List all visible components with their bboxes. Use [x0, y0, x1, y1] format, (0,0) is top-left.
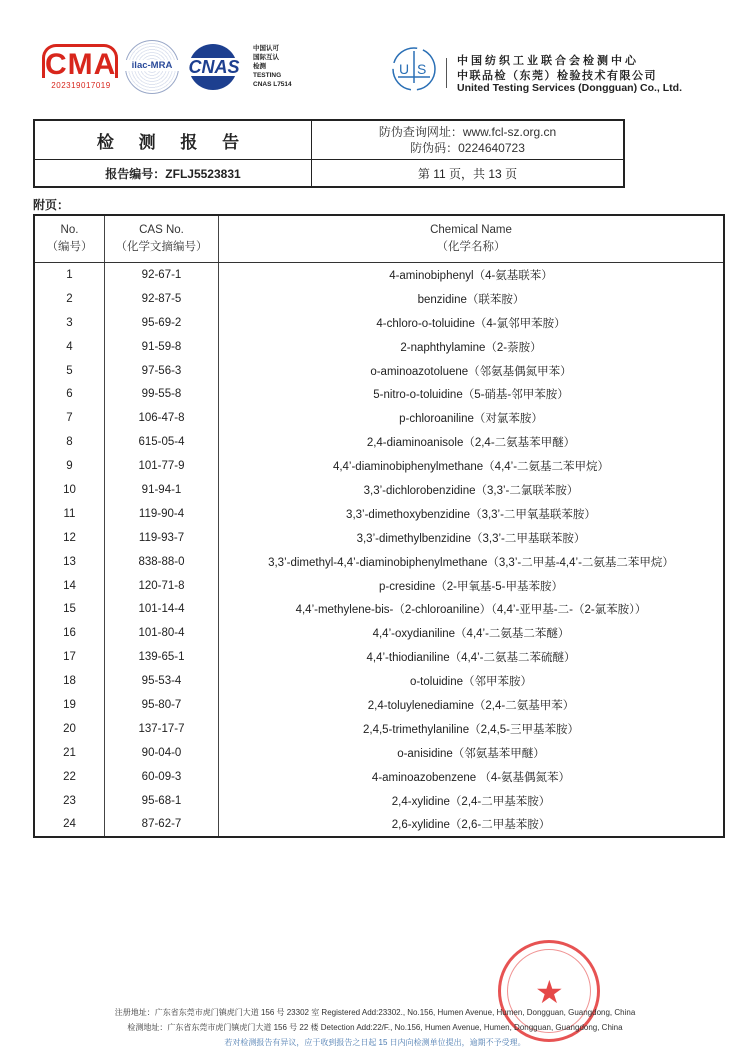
cell-cas: 119-90-4 — [105, 502, 219, 526]
registered-address: 注册地址：广东省东莞市虎门镇虎门大道 156 号 23302 室 Registered Add:23302., No.156, Humen Avenue, Humen, Dongguan, Guangdong, China — [114, 1008, 636, 1017]
cell-cas: 95-69-2 — [105, 311, 219, 335]
cell-cas: 91-94-1 — [105, 478, 219, 502]
cell-chemical-name: 4-aminobiphenyl（4-氨基联苯） — [219, 263, 725, 287]
table-row — [34, 812, 724, 837]
table-row — [34, 741, 724, 765]
cell-cas: 97-56-3 — [105, 359, 219, 383]
cell-chemical-name: 3,3’-dimethyl-4,4’-diaminobiphenylmethane（3,3’-二甲基-4,4’-二氨基二苯甲烷） — [219, 550, 725, 574]
cell-cas: 838-88-0 — [105, 550, 219, 574]
report-number: 报告编号：ZFLJ5523831 — [34, 160, 312, 188]
table-row — [34, 382, 724, 406]
header-cas: CAS No. （化学文摘编号） — [105, 215, 219, 263]
table-row — [34, 645, 724, 669]
table-row — [34, 717, 724, 741]
cnas-accreditation-text: 中国认可 国际互认 检测 TESTING CNAS L7514 — [253, 45, 292, 88]
cell-no: 20 — [34, 717, 105, 741]
company-name-en: United Testing Services (Dongguan) Co., Ltd. — [457, 82, 682, 94]
report-title: 检 测 报 告 — [34, 120, 312, 160]
cell-cas: 92-87-5 — [105, 287, 219, 311]
table-row — [34, 287, 724, 311]
cell-cas: 60-09-3 — [105, 765, 219, 789]
cell-chemical-name: 4-chloro-o-toluidine（4-氯邻甲苯胺） — [219, 311, 725, 335]
table-row — [34, 478, 724, 502]
header-no: No. （编号） — [34, 215, 105, 263]
cell-chemical-name: 4,4’-diaminobiphenylmethane（4,4’-二氨基二苯甲烷） — [219, 454, 725, 478]
verify-code: 防伪码：0224640723 — [410, 141, 525, 155]
table-header-row — [34, 215, 724, 263]
table-row — [34, 550, 724, 574]
page-info: 第 11 页，共 13 页 — [312, 160, 625, 188]
report-info-table — [33, 119, 625, 188]
cell-cas: 137-17-7 — [105, 717, 219, 741]
cell-no: 3 — [34, 311, 105, 335]
table-row — [34, 789, 724, 813]
table-row — [34, 406, 724, 430]
cell-cas: 95-68-1 — [105, 789, 219, 813]
cell-chemical-name: o-anisidine（邻氨基苯甲醚） — [219, 741, 725, 765]
cell-cas: 101-77-9 — [105, 454, 219, 478]
svg-text:S: S — [417, 61, 427, 77]
cell-cas: 92-67-1 — [105, 263, 219, 287]
company-name-cn1: 中国纺织工业联合会检测中心 — [457, 55, 639, 67]
cell-cas: 106-47-8 — [105, 406, 219, 430]
table-row — [34, 502, 724, 526]
header-chemical-name: Chemical Name （化学名称） — [219, 215, 725, 263]
cell-chemical-name: p-cresidine（2-甲氧基-5-甲基苯胺） — [219, 574, 725, 598]
table-row — [34, 430, 724, 454]
cell-no: 11 — [34, 502, 105, 526]
cell-cas: 95-80-7 — [105, 693, 219, 717]
cell-chemical-name: 2,4-toluylenediamine（2,4-二氨基甲苯） — [219, 693, 725, 717]
cell-no: 4 — [34, 335, 105, 359]
cell-chemical-name: 3,3’-dimethylbenzidine（3,3’-二甲基联苯胺） — [219, 526, 725, 550]
cell-chemical-name: 4,4’-thiodianiline（4,4’-二氨基二苯硫醚） — [219, 645, 725, 669]
cell-chemical-name: 3,3’-dichlorobenzidine（3,3’-二氯联苯胺） — [219, 478, 725, 502]
cell-no: 16 — [34, 621, 105, 645]
table-row — [34, 597, 724, 621]
cell-cas: 99-55-8 — [105, 382, 219, 406]
cell-cas: 101-14-4 — [105, 597, 219, 621]
cell-cas: 90-04-0 — [105, 741, 219, 765]
cell-no: 8 — [34, 430, 105, 454]
cell-cas: 120-71-8 — [105, 574, 219, 598]
chemical-table — [33, 214, 725, 838]
table-row — [34, 263, 724, 287]
table-row — [34, 669, 724, 693]
cell-no: 2 — [34, 287, 105, 311]
cell-no: 22 — [34, 765, 105, 789]
cell-chemical-name: 4,4’-methylene-bis-（2-chloroaniline）（4,4’-亚甲基-二-（2-氯苯胺）） — [219, 597, 725, 621]
table-row — [34, 335, 724, 359]
cell-chemical-name: benzidine（联苯胺） — [219, 287, 725, 311]
cell-no: 5 — [34, 359, 105, 383]
cma-logo: CMA 202319017019 — [42, 44, 120, 96]
table-row — [34, 693, 724, 717]
cell-no: 15 — [34, 597, 105, 621]
cell-no: 14 — [34, 574, 105, 598]
table-row — [34, 311, 724, 335]
cell-chemical-name: 3,3’-dimethoxybenzidine（3,3’-二甲氧基联苯胺） — [219, 502, 725, 526]
cell-chemical-name: o-aminoazotoluene（邻氨基偶氮甲苯） — [219, 359, 725, 383]
cell-chemical-name: 4-aminoazobenzene （4-氨基偶氮苯） — [219, 765, 725, 789]
table-row — [34, 765, 724, 789]
cell-no: 13 — [34, 550, 105, 574]
cnas-logo: CNAS — [183, 44, 243, 90]
table-row — [34, 359, 724, 383]
table-row — [34, 454, 724, 478]
cell-no: 1 — [34, 263, 105, 287]
cell-no: 6 — [34, 382, 105, 406]
cell-cas: 615-05-4 — [105, 430, 219, 454]
ilac-mra-logo: ilac-MRA — [125, 40, 179, 94]
cell-chemical-name: 2,4-diaminoanisole（2,4-二氨基苯甲醚） — [219, 430, 725, 454]
company-name-cn2: 中联品检（东莞）检验技术有限公司 — [457, 70, 657, 82]
cell-cas: 101-80-4 — [105, 621, 219, 645]
cell-chemical-name: p-chloroaniline（对氯苯胺） — [219, 406, 725, 430]
svg-text:U: U — [399, 61, 410, 77]
cell-no: 12 — [34, 526, 105, 550]
table-row — [34, 574, 724, 598]
cell-cas: 95-53-4 — [105, 669, 219, 693]
verification-info — [312, 120, 625, 160]
cell-cas: 91-59-8 — [105, 335, 219, 359]
cell-no: 17 — [34, 645, 105, 669]
cell-cas: 119-93-7 — [105, 526, 219, 550]
objection-notice: 若对检测报告有异议，应于收到报告之日起 15 日内向检测单位提出，逾期不予受理。 — [224, 1038, 526, 1047]
cell-chemical-name: o-toluidine（邻甲苯胺） — [219, 669, 725, 693]
appendix-label: 附页： — [33, 198, 70, 212]
cell-chemical-name: 2,6-xylidine（2,6-二甲基苯胺） — [219, 812, 725, 837]
cell-no: 19 — [34, 693, 105, 717]
official-seal: ★ — [498, 940, 600, 1042]
cell-no: 21 — [34, 741, 105, 765]
cell-no: 9 — [34, 454, 105, 478]
cell-chemical-name: 2-naphthylamine（2-萘胺） — [219, 335, 725, 359]
cell-chemical-name: 4,4’-oxydianiline（4,4’-二氨基二苯醚） — [219, 621, 725, 645]
verify-url: 防伪查询网址：www.fcl-sz.org.cn — [378, 125, 557, 139]
table-row — [34, 526, 724, 550]
cell-cas: 139-65-1 — [105, 645, 219, 669]
cell-no: 18 — [34, 669, 105, 693]
cell-chemical-name: 2,4-xylidine（2,4-二甲基苯胺） — [219, 789, 725, 813]
logo-divider — [446, 58, 447, 88]
cell-no: 10 — [34, 478, 105, 502]
uts-logo — [390, 45, 438, 93]
cell-no: 7 — [34, 406, 105, 430]
cell-chemical-name: 2,4,5-trimethylaniline（2,4,5-三甲基苯胺） — [219, 717, 725, 741]
cell-no: 24 — [34, 812, 105, 837]
cell-cas: 87-62-7 — [105, 812, 219, 837]
detection-address: 检测地址：广东省东莞市虎门镇虎门大道 156 号 22 楼 Detection Add:22/F., No.156, Humen Avenue, Humen, Dongguan, Guangdong, China — [127, 1023, 623, 1032]
cell-chemical-name: 5-nitro-o-toluidine（5-硝基-邻甲苯胺） — [219, 382, 725, 406]
cell-no: 23 — [34, 789, 105, 813]
table-row — [34, 621, 724, 645]
